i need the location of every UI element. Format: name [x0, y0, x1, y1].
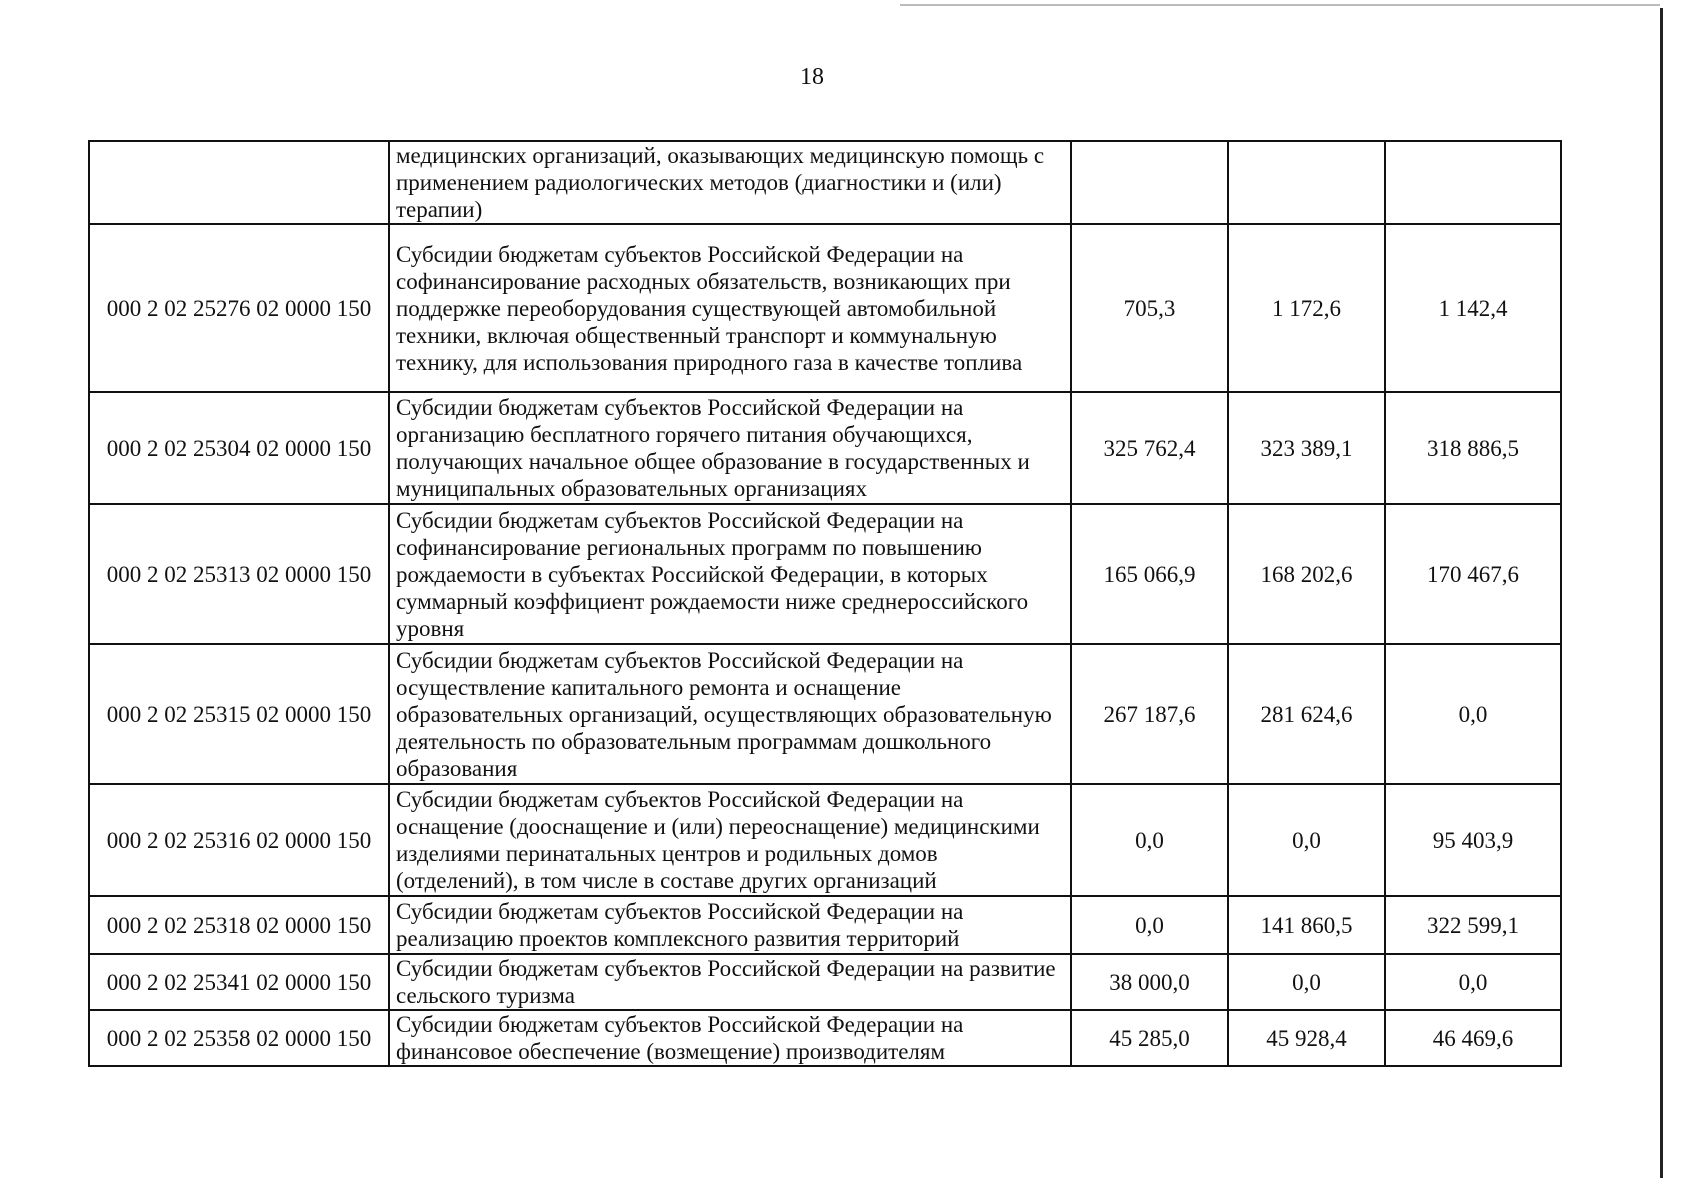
- value-year-1: 705,3: [1071, 224, 1228, 392]
- budget-code: 000 2 02 25318 02 0000 150: [89, 896, 389, 954]
- description: Субсидии бюджетам субъектов Российской Федерации на осуществление капитального ремонта и оснащение образовательных организаций, осуществляющих образовательную деятельность по образовательным программам дошкольного образования: [389, 644, 1071, 784]
- description: Субсидии бюджетам субъектов Российской Федерации на реализацию проектов комплексного развития территорий: [389, 896, 1071, 954]
- value-year-2: [1228, 141, 1385, 224]
- value-year-2: 1 172,6: [1228, 224, 1385, 392]
- value-year-2: 323 389,1: [1228, 392, 1385, 504]
- value-year-3: 318 886,5: [1385, 392, 1561, 504]
- description: медицинских организаций, оказывающих медицинскую помощь с применением радиологических методов (диагностики и (или) терапии): [389, 141, 1071, 224]
- budget-code: 000 2 02 25358 02 0000 150: [89, 1010, 389, 1066]
- description: Субсидии бюджетам субъектов Российской Федерации на организацию бесплатного горячего питания обучающихся, получающих начальное общее образование в государственных и муниципальных образовательных организациях: [389, 392, 1071, 504]
- value-year-2: 45 928,4: [1228, 1010, 1385, 1066]
- value-year-2: 168 202,6: [1228, 504, 1385, 644]
- description: Субсидии бюджетам субъектов Российской Федерации на оснащение (дооснащение и (или) переоснащение) медицинскими изделиями перинатальных центров и родильных домов (отделений), в том числе в составе других организаций: [389, 784, 1071, 896]
- table-row: [89, 504, 1561, 644]
- value-year-1: 45 285,0: [1071, 1010, 1228, 1066]
- table-row: [89, 224, 1561, 392]
- value-year-3: 0,0: [1385, 954, 1561, 1010]
- budget-table: [88, 140, 1562, 1067]
- budget-code: 000 2 02 25276 02 0000 150: [89, 224, 389, 392]
- table-row: [89, 1010, 1561, 1066]
- table-row: [89, 644, 1561, 784]
- description: Субсидии бюджетам субъектов Российской Федерации на софинансирование региональных программ по повышению рождаемости в субъектах Российской Федерации, в которых суммарный коэффициент рождаемости ниже среднероссийского уровня: [389, 504, 1071, 644]
- page-number: 18: [800, 64, 824, 90]
- value-year-1: 0,0: [1071, 896, 1228, 954]
- value-year-1: 325 762,4: [1071, 392, 1228, 504]
- table-row: [89, 784, 1561, 896]
- budget-code: 000 2 02 25316 02 0000 150: [89, 784, 389, 896]
- table-row: [89, 954, 1561, 1010]
- budget-code: [89, 141, 389, 224]
- value-year-2: 0,0: [1228, 784, 1385, 896]
- value-year-3: 170 467,6: [1385, 504, 1561, 644]
- description: Субсидии бюджетам субъектов Российской Федерации на софинансирование расходных обязательств, возникающих при поддержке переоборудования существующей автомобильной техники, включая общественный транспорт и коммунальную технику, для использования природного газа в качестве топлива: [389, 224, 1071, 392]
- value-year-3: 1 142,4: [1385, 224, 1561, 392]
- budget-code: 000 2 02 25341 02 0000 150: [89, 954, 389, 1010]
- value-year-2: 281 624,6: [1228, 644, 1385, 784]
- value-year-1: 165 066,9: [1071, 504, 1228, 644]
- table-row: [89, 392, 1561, 504]
- budget-code: 000 2 02 25315 02 0000 150: [89, 644, 389, 784]
- value-year-1: 0,0: [1071, 784, 1228, 896]
- description: Субсидии бюджетам субъектов Российской Федерации на развитие сельского туризма: [389, 954, 1071, 1010]
- description: Субсидии бюджетам субъектов Российской Федерации на финансовое обеспечение (возмещение) производителям: [389, 1010, 1071, 1066]
- value-year-2: 0,0: [1228, 954, 1385, 1010]
- scan-edge-right: [1660, 8, 1663, 1178]
- budget-code: 000 2 02 25304 02 0000 150: [89, 392, 389, 504]
- table-row: [89, 141, 1561, 224]
- value-year-1: 267 187,6: [1071, 644, 1228, 784]
- value-year-3: 95 403,9: [1385, 784, 1561, 896]
- value-year-3: 46 469,6: [1385, 1010, 1561, 1066]
- budget-code: 000 2 02 25313 02 0000 150: [89, 504, 389, 644]
- value-year-3: 0,0: [1385, 644, 1561, 784]
- value-year-1: 38 000,0: [1071, 954, 1228, 1010]
- value-year-1: [1071, 141, 1228, 224]
- scan-edge-top: [900, 4, 1660, 6]
- value-year-2: 141 860,5: [1228, 896, 1385, 954]
- value-year-3: [1385, 141, 1561, 224]
- table-row: [89, 896, 1561, 954]
- value-year-3: 322 599,1: [1385, 896, 1561, 954]
